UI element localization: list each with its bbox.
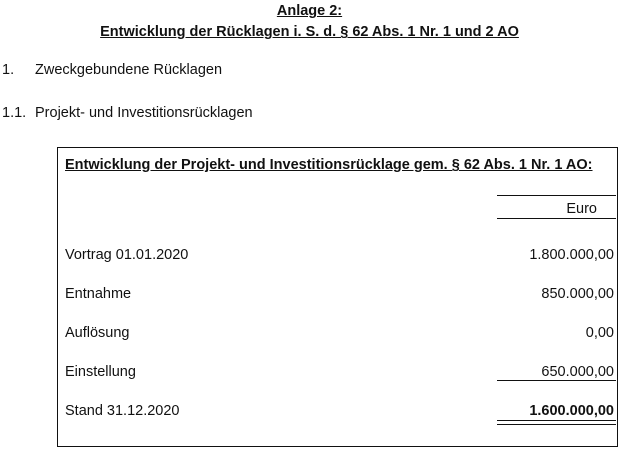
subsection-heading — [2, 104, 253, 122]
table-title: Entwicklung der Projekt- und Investitionsrücklage gem. § 62 Abs. 1 Nr. 1 AO: — [65, 157, 593, 173]
document-subtitle: Entwicklung der Rücklagen i. S. d. § 62 Abs. 1 Nr. 1 und 2 AO — [100, 24, 519, 40]
reserve-table — [57, 147, 618, 447]
unit-header: Euro — [566, 201, 597, 217]
section-heading — [2, 61, 222, 79]
row-value: 1.800.000,00 — [529, 247, 614, 263]
column-rule — [497, 195, 616, 196]
subsection-number: 1.1. — [2, 105, 27, 121]
document-title: Anlage 2: — [276, 3, 343, 19]
column-rule — [497, 218, 616, 219]
row-value-total: 1.600.000,00 — [529, 403, 614, 419]
row-value: 850.000,00 — [541, 286, 614, 302]
row-label: Entnahme — [65, 286, 132, 302]
row-label: Auflösung — [65, 325, 130, 341]
row-value: 650.000,00 — [541, 364, 614, 380]
section-label: Zweckgebundene Rücklagen — [35, 62, 223, 78]
row-label: Stand 31.12.2020 — [65, 403, 180, 419]
subtotal-rule — [497, 380, 616, 381]
row-value: 0,00 — [585, 325, 614, 341]
total-double-rule — [497, 420, 616, 425]
section-number: 1. — [2, 62, 15, 78]
row-label: Einstellung — [65, 364, 136, 380]
row-label: Vortrag 01.01.2020 — [65, 247, 189, 263]
subsection-label: Projekt- und Investitionsrücklagen — [35, 105, 253, 121]
